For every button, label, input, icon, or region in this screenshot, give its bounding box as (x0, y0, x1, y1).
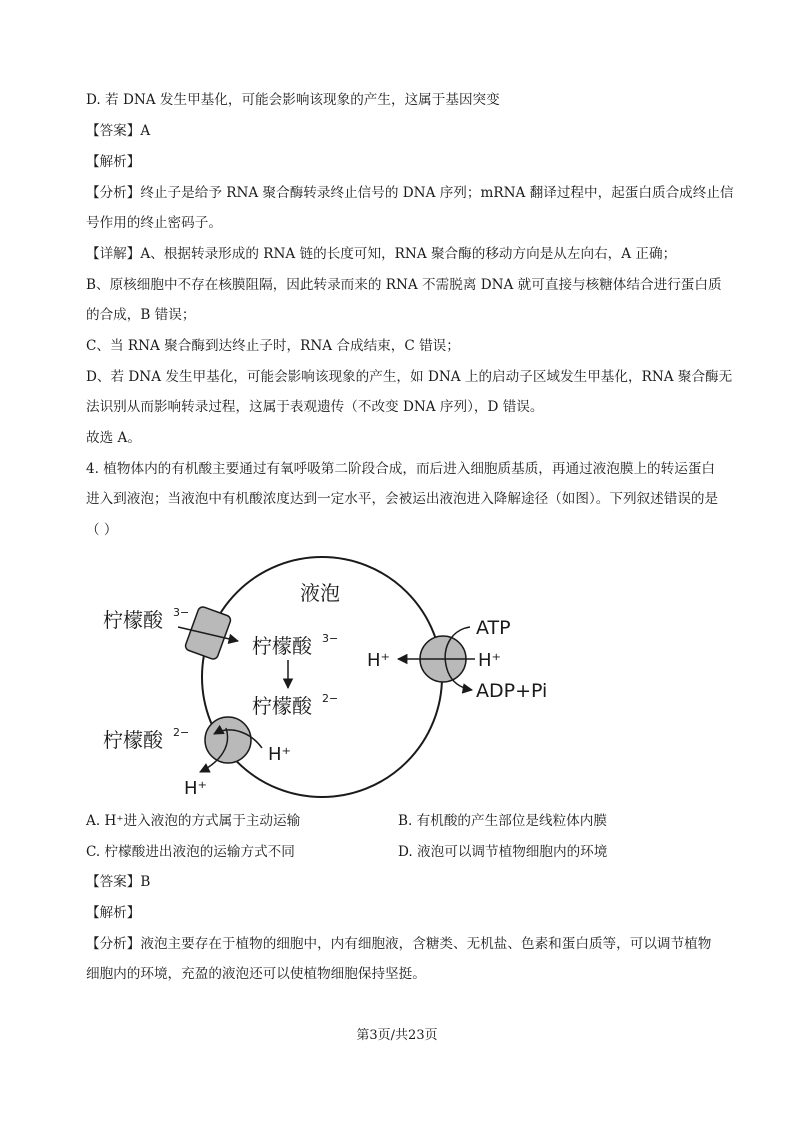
analysis-text-2: 号作用的终止密码子。 (86, 215, 222, 231)
option-c: C. 柠檬酸进出液泡的运输方式不同 (86, 844, 295, 860)
citrate-outside-2: 柠檬酸 (103, 728, 163, 752)
option-b: B. 有机酸的产生部位是线粒体内膜 (398, 813, 607, 829)
detail-d-1: D、若 DNA 发生甲基化，可能会影响该现象的产生，如 DNA 上的启动子区域发生甲基化，RNA 聚合酶无 (86, 369, 733, 385)
question-4-stem-2: 进入到液泡；当液泡中有机酸浓度达到一定水平，会被运出液泡进入降解途径（如图）。下列叙述错误的是 (86, 491, 719, 507)
detail-b-2: 的合成，B 错误； (86, 307, 196, 323)
analysis-text-4-1: 【分析】液泡主要存在于植物的细胞中，内有细胞液，含糖类、无机盐、色素和蛋白质等，可以调节植物 (86, 936, 712, 952)
option-d: D. 液泡可以调节植物细胞内的环境 (398, 844, 608, 860)
h-ion-outside-right: H⁺ (478, 650, 502, 671)
citrate-inside-3: 柠檬酸 (252, 634, 312, 658)
question-4-blank: （ ） (86, 522, 118, 538)
citrate-inside-3-charge: 3− (322, 632, 339, 645)
conclusion: 故选 A。 (86, 430, 141, 446)
adp-pi-label: ADP+Pi (476, 680, 548, 702)
vacuole-label: 液泡 (300, 581, 340, 605)
option-a: A. H⁺进入液泡的方式属于主动运输 (86, 813, 301, 829)
page-number: 第3页/共23页 (356, 1028, 438, 1043)
answer-label-4: 【答案】B (86, 874, 151, 890)
analysis-text-4-2: 细胞内的环境，充盈的液泡还可以使植物细胞保持坚挺。 (86, 966, 426, 982)
analysis-heading-4: 【解析】 (86, 905, 141, 921)
detail-d-2: 法识别从而影响转录过程，这属于表观遗传（不改变 DNA 序列），D 错误。 (86, 399, 544, 415)
h-ion-inside-bottom: H⁺ (268, 744, 292, 765)
h-ion-outside-bottom: H⁺ (184, 778, 208, 799)
analysis-text-1: 【分析】终止子是给予 RNA 聚合酶转录终止信号的 DNA 序列；mRNA 翻译过程中，起蛋白质合成终止信 (86, 185, 734, 201)
option-d-text: D. 若 DNA 发生甲基化，可能会影响该现象的产生，这属于基因突变 (86, 92, 500, 108)
citrate-transporter (184, 606, 232, 661)
citrate-outside-3-charge: 3− (173, 606, 190, 619)
question-4-stem-1: 4. 植物体内的有机酸主要通过有氧呼吸第二阶段合成，而后进入细胞质基质，再通过液泡膜上的转运蛋白 (86, 461, 716, 477)
detail-b-1: B、原核细胞中不存在核膜阻隔，因此转录而来的 RNA 不需脱离 DNA 就可直接与核糖体结合进行蛋白质 (86, 277, 722, 293)
detail-a: 【详解】A、根据转录形成的 RNA 链的长度可知，RNA 聚合酶的移动方向是从左向右，A 正确； (86, 246, 677, 262)
detail-c: C、当 RNA 聚合酶到达终止子时，RNA 合成结束，C 错误； (86, 338, 460, 354)
atp-label: ATP (476, 617, 511, 639)
h-ion-inside-right: H⁺ (367, 650, 391, 671)
citrate-inside-2: 柠檬酸 (252, 694, 312, 718)
citrate-outside-3: 柠檬酸 (103, 608, 163, 632)
citrate-outside-2-charge: 2− (173, 726, 190, 739)
analysis-heading: 【解析】 (86, 154, 141, 170)
answer-label: 【答案】A (86, 123, 151, 139)
citrate-inside-2-charge: 2− (322, 692, 339, 705)
